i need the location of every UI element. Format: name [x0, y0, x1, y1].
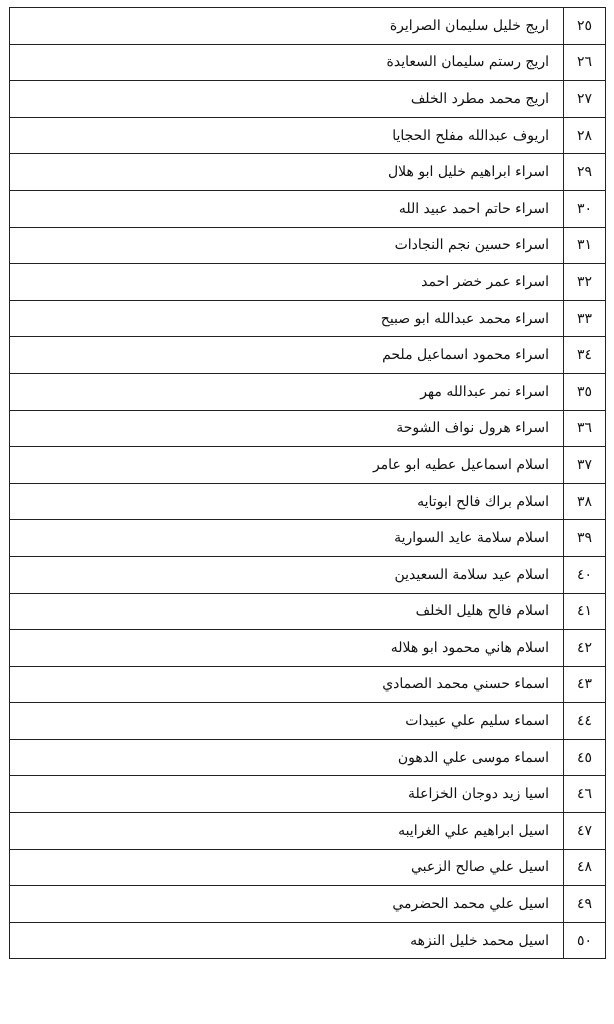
student-name: اسلام هاني محمود ابو هلاله — [10, 630, 564, 667]
student-name: اسيل ابراهيم علي الغرايبه — [10, 813, 564, 850]
table-row — [10, 630, 606, 667]
table-row — [10, 373, 606, 410]
student-name: اسيا زيد دوجان الخزاعلة — [10, 776, 564, 813]
table-row — [10, 556, 606, 593]
student-name: اسراء ابراهيم خليل ابو هلال — [10, 154, 564, 191]
table-row — [10, 849, 606, 886]
row-number: ٢٧ — [564, 81, 606, 118]
table-row — [10, 739, 606, 776]
names-table-body — [10, 8, 606, 959]
table-row — [10, 81, 606, 118]
student-name: اسيل علي صالح الزعبي — [10, 849, 564, 886]
row-number: ٢٩ — [564, 154, 606, 191]
table-row — [10, 813, 606, 850]
table-row — [10, 264, 606, 301]
row-number: ٣٩ — [564, 520, 606, 557]
table-row — [10, 117, 606, 154]
student-name: اسراء هرول نواف الشوحة — [10, 410, 564, 447]
table-row — [10, 922, 606, 959]
table-row — [10, 337, 606, 374]
row-number: ٢٨ — [564, 117, 606, 154]
row-number: ٣٧ — [564, 447, 606, 484]
row-number: ٢٥ — [564, 8, 606, 45]
row-number: ٤٠ — [564, 556, 606, 593]
table-row — [10, 593, 606, 630]
row-number: ٣٢ — [564, 264, 606, 301]
table-row — [10, 8, 606, 45]
table-row — [10, 703, 606, 740]
table-row — [10, 410, 606, 447]
student-name: اريج خليل سليمان الصرايرة — [10, 8, 564, 45]
student-name: اسيل علي محمد الحضرمي — [10, 886, 564, 923]
student-name: اسلام سلامة عايد السوارية — [10, 520, 564, 557]
row-number: ٣٤ — [564, 337, 606, 374]
row-number: ٣٣ — [564, 300, 606, 337]
row-number: ٣١ — [564, 227, 606, 264]
row-number: ٤٤ — [564, 703, 606, 740]
table-row — [10, 190, 606, 227]
row-number: ٢٦ — [564, 44, 606, 81]
student-name: اسراء نمر عبدالله مهر — [10, 373, 564, 410]
table-row — [10, 300, 606, 337]
student-name: اسراء محمد عبدالله ابو صبيح — [10, 300, 564, 337]
student-name: اسلام اسماعيل عطيه ابو عامر — [10, 447, 564, 484]
table-row — [10, 483, 606, 520]
row-number: ٣٨ — [564, 483, 606, 520]
row-number: ٣٥ — [564, 373, 606, 410]
table-row — [10, 776, 606, 813]
student-name: اسلام عيد سلامة السعيدين — [10, 556, 564, 593]
row-number: ٣٠ — [564, 190, 606, 227]
row-number: ٤٨ — [564, 849, 606, 886]
student-name: اسلام براك فالح ابوتايه — [10, 483, 564, 520]
student-name: اسراء عمر خضر احمد — [10, 264, 564, 301]
row-number: ٣٦ — [564, 410, 606, 447]
row-number: ٤٣ — [564, 666, 606, 703]
row-number: ٤٥ — [564, 739, 606, 776]
student-name: اسماء موسى علي الدهون — [10, 739, 564, 776]
student-name: اسراء حسين نجم النجادات — [10, 227, 564, 264]
row-number: ٤٢ — [564, 630, 606, 667]
student-name: اسراء حاتم احمد عبيد الله — [10, 190, 564, 227]
student-name: اسماء حسني محمد الصمادي — [10, 666, 564, 703]
table-row — [10, 666, 606, 703]
student-name: اريج رستم سليمان السعايدة — [10, 44, 564, 81]
student-name: اريج محمد مطرد الخلف — [10, 81, 564, 118]
table-row — [10, 886, 606, 923]
names-table — [9, 7, 606, 959]
row-number: ٤٧ — [564, 813, 606, 850]
table-row — [10, 44, 606, 81]
row-number: ٥٠ — [564, 922, 606, 959]
row-number: ٤١ — [564, 593, 606, 630]
student-name: اريوف عبدالله مفلح الحجايا — [10, 117, 564, 154]
row-number: ٤٩ — [564, 886, 606, 923]
student-name: اسلام فالح هليل الخلف — [10, 593, 564, 630]
student-name: اسراء محمود اسماعيل ملحم — [10, 337, 564, 374]
table-row — [10, 520, 606, 557]
table-row — [10, 447, 606, 484]
table-row — [10, 227, 606, 264]
row-number: ٤٦ — [564, 776, 606, 813]
student-name: اسيل محمد خليل النزهه — [10, 922, 564, 959]
student-name: اسماء سليم علي عبيدات — [10, 703, 564, 740]
table-row — [10, 154, 606, 191]
